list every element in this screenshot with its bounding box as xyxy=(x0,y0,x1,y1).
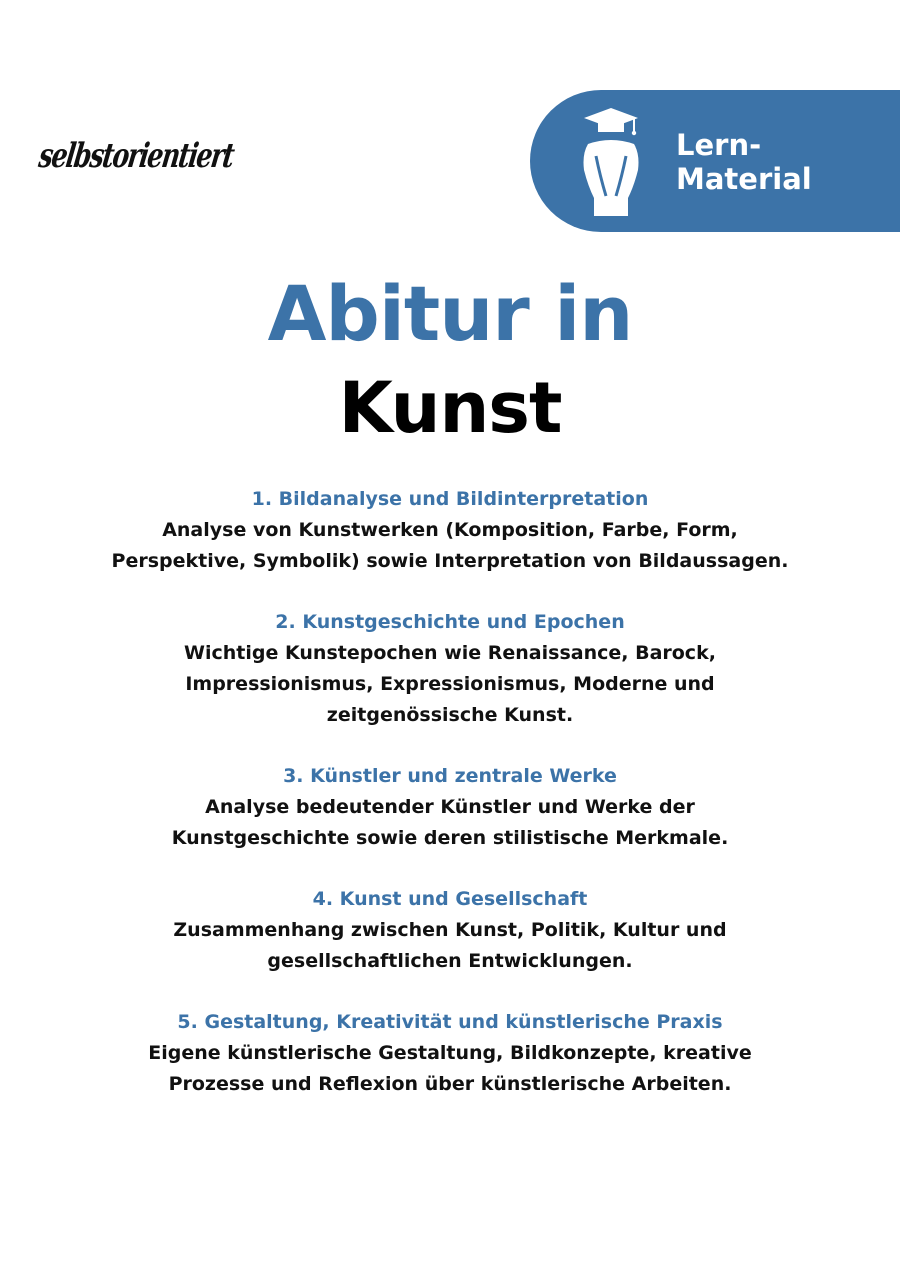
badge-label-line2: Material xyxy=(676,162,812,196)
brand-logo-text: selbstorientiert xyxy=(36,136,236,176)
topic-description-line: Wichtige Kunstepochen wie Renaissance, Barock, xyxy=(184,642,716,664)
topic-description xyxy=(50,638,850,731)
topic-description xyxy=(50,792,850,854)
topic-description-line: Kunstgeschichte sowie deren stilistische Merkmale. xyxy=(171,827,729,849)
topic-description-line: Analyse bedeutender Künstler und Werke der xyxy=(205,796,695,818)
page-title-line2: Kunst xyxy=(338,367,562,449)
topic-description-line: Perspektive, Symbolik) sowie Interpretation von Bildaussagen. xyxy=(111,550,789,572)
topic-description xyxy=(50,915,850,977)
badge-label-line1: Lern- xyxy=(676,128,762,162)
topic-description xyxy=(50,515,850,577)
graduate-icon xyxy=(576,106,646,218)
topic-heading: 5. Gestaltung, Kreativität und künstlerische Praxis xyxy=(177,1011,723,1033)
topic-section xyxy=(50,1007,850,1100)
topic-section xyxy=(50,761,850,854)
brand-logo xyxy=(36,128,236,188)
topic-heading: 4. Kunst und Gesellschaft xyxy=(312,888,588,910)
topic-section xyxy=(50,607,850,731)
topic-description-line: Zusammenhang zwischen Kunst, Politik, Kultur und xyxy=(173,919,727,941)
topic-section xyxy=(50,884,850,977)
topic-description-line: Analyse von Kunstwerken (Komposition, Farbe, Form, xyxy=(162,519,738,541)
topic-description-line: Prozesse und Reflexion über künstlerische Arbeiten. xyxy=(168,1073,732,1095)
topic-section xyxy=(50,484,850,577)
topic-heading: 3. Künstler und zentrale Werke xyxy=(283,765,617,787)
lern-material-badge xyxy=(530,90,900,232)
topic-heading: 2. Kunstgeschichte und Epochen xyxy=(275,611,625,633)
page-title-line1: Abitur in xyxy=(267,269,633,358)
topic-description-line: gesellschaftlichen Entwicklungen. xyxy=(267,950,633,972)
topic-list xyxy=(50,484,850,1130)
badge-label xyxy=(676,128,812,196)
topic-heading: 1. Bildanalyse und Bildinterpretation xyxy=(251,488,649,510)
topic-description-line: Eigene künstlerische Gestaltung, Bildkonzepte, kreative xyxy=(148,1042,752,1064)
topic-description-line: Impressionismus, Expressionismus, Moderne und xyxy=(185,673,715,695)
topic-description xyxy=(50,1038,850,1100)
topic-description-line: zeitgenössische Kunst. xyxy=(326,704,574,726)
